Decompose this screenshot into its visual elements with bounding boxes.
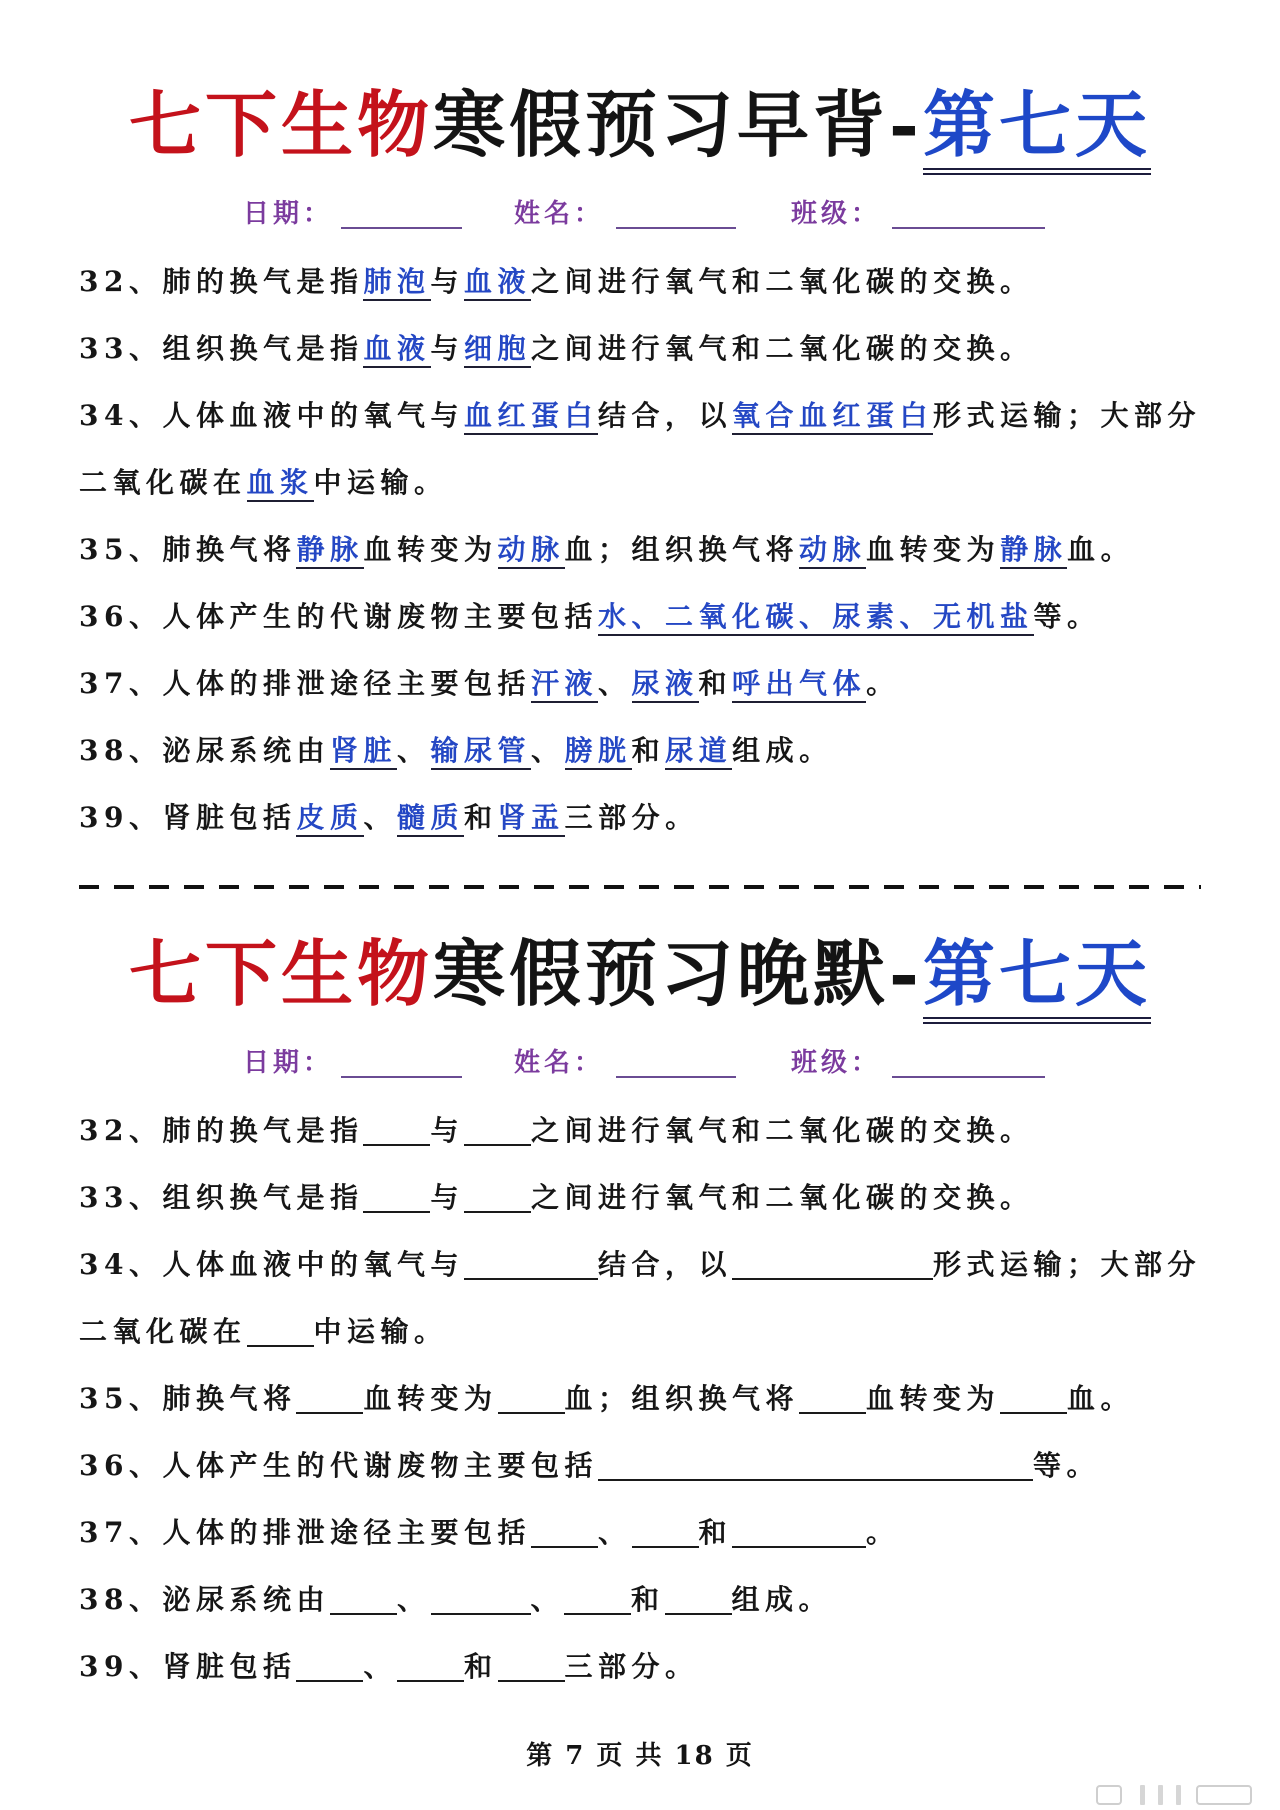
evening-question-list (79, 1097, 1219, 1700)
question-text: 与 (430, 265, 465, 298)
answer-text: 水、二氧化碳、尿素、无机盐 (598, 600, 1034, 636)
answer-text: 髓质 (397, 801, 464, 837)
answer-text: 动脉 (799, 533, 866, 569)
question-number: 33、 (79, 332, 163, 365)
answer-blank (632, 1546, 699, 1548)
title-subject: 七下生物 (129, 931, 434, 1016)
question-text: 等。 (1033, 600, 1101, 633)
watermark-icon-part (1096, 1785, 1122, 1805)
question-text: 、 (597, 1516, 632, 1549)
answer-blank (464, 1211, 531, 1213)
question-number: 37、 (79, 1516, 163, 1549)
morning-question-34 (79, 382, 1219, 449)
question-text: 与 (430, 1181, 464, 1214)
question-number: 32、 (79, 1114, 163, 1147)
answer-text: 静脉 (296, 533, 363, 569)
date-label: 日期： (243, 199, 334, 229)
answer-blank (330, 1613, 397, 1615)
question-text: 肺换气将 (162, 1382, 297, 1415)
watermark-icon (1096, 1785, 1252, 1805)
question-text: 、 (531, 734, 565, 767)
answer-blank (296, 1680, 363, 1682)
question-text: 、 (363, 1650, 397, 1683)
date-label: 日期： (243, 1048, 334, 1078)
question-number: 33、 (79, 1181, 163, 1214)
question-text: 肺的换气是指 (162, 265, 364, 298)
answer-text: 尿道 (665, 734, 732, 770)
question-text: 肺的换气是指 (162, 1114, 364, 1147)
question-text: 与 (430, 1114, 464, 1147)
question-text: 和 (464, 801, 498, 834)
question-text: 、 (396, 1583, 431, 1616)
question-text: 和 (631, 734, 666, 767)
question-text: 组成。 (731, 1583, 833, 1616)
question-number: 36、 (79, 1449, 163, 1482)
answer-blank (296, 1412, 363, 1414)
evening-question-35 (79, 1365, 1219, 1432)
class-label: 班级： (791, 1048, 882, 1078)
watermark-icon-part (1158, 1785, 1163, 1805)
answer-blank (564, 1613, 631, 1615)
question-number: 35、 (79, 533, 163, 566)
question-number: 38、 (79, 734, 163, 767)
answer-text: 血液 (363, 332, 430, 368)
question-text: 之间进行氧气和二氧化碳的交换。 (531, 265, 1034, 298)
morning-question-36 (79, 583, 1219, 650)
question-text: 和 (464, 1650, 498, 1683)
question-text: 血。 (1067, 1382, 1135, 1415)
question-number: 32、 (79, 265, 163, 298)
evening-info-row (0, 1043, 1280, 1083)
date-fill-line (341, 227, 462, 229)
answer-text: 输尿管 (431, 734, 532, 770)
answer-text: 肺泡 (363, 265, 430, 301)
question-text: 。 (866, 1516, 900, 1549)
evening-question-38 (79, 1566, 1219, 1633)
question-text: 三部分。 (564, 1650, 699, 1683)
question-text: 人体的排泄途径主要包括 (162, 1516, 531, 1549)
question-text: 人体血液中的氧气与 (162, 399, 464, 432)
morning-question-37 (79, 650, 1219, 717)
answer-blank (665, 1613, 732, 1615)
question-text: 之间进行氧气和二氧化碳的交换。 (531, 1114, 1034, 1147)
title-day: 第七天 (923, 931, 1151, 1024)
question-text: 中运输。 (313, 1315, 448, 1348)
question-text: 泌尿系统由 (162, 734, 330, 767)
question-text: 组织换气是指 (162, 1181, 364, 1214)
question-text: 之间进行氧气和二氧化碳的交换。 (531, 332, 1034, 365)
question-text: 人体产生的代谢废物主要包括 (162, 600, 598, 633)
answer-text: 动脉 (498, 533, 565, 569)
name-fill-line (616, 227, 736, 229)
answer-text: 细胞 (464, 332, 531, 368)
evening-question-37 (79, 1499, 1219, 1566)
answer-text: 氧合血红蛋白 (732, 399, 933, 435)
question-text: 肾脏包括 (162, 1650, 297, 1683)
question-text: 泌尿系统由 (162, 1583, 330, 1616)
answer-blank (247, 1345, 314, 1347)
evening-question-36 (79, 1432, 1219, 1499)
question-number: 39、 (79, 801, 163, 834)
morning-question-33 (79, 315, 1219, 382)
question-text: 形式运输；大部分 (933, 1248, 1202, 1281)
page-number: 第 7 页 共 18 页 (526, 1741, 754, 1771)
question-text: 等。 (1032, 1449, 1100, 1482)
question-text: 。 (866, 667, 900, 700)
question-text: 和 (698, 667, 733, 700)
question-number: 39、 (79, 1650, 163, 1683)
class-fill-line (892, 1076, 1045, 1078)
question-text: 、 (397, 734, 431, 767)
answer-blank (1000, 1412, 1067, 1414)
answer-blank (431, 1613, 531, 1615)
question-text: 二氧化碳在 (79, 466, 247, 499)
evening-title (0, 931, 1280, 1016)
morning-question-38 (79, 717, 1219, 784)
question-text: 血；组织换气将 (564, 1382, 800, 1415)
answer-blank (363, 1211, 430, 1213)
title-day: 第七天 (923, 82, 1151, 175)
morning-info-row (0, 194, 1280, 234)
name-label: 姓名： (514, 199, 605, 229)
dashed-divider (79, 885, 1201, 889)
question-text: 组成。 (732, 734, 833, 767)
question-text: 血转变为 (866, 533, 1001, 566)
question-number: 38、 (79, 1583, 163, 1616)
question-text: 组织换气是指 (162, 332, 364, 365)
question-text: 人体产生的代谢废物主要包括 (162, 1449, 598, 1482)
question-text: 结合，以 (598, 399, 733, 432)
morning-title (0, 82, 1280, 167)
question-text: 和 (631, 1583, 665, 1616)
class-fill-line (892, 227, 1045, 229)
name-label: 姓名： (514, 1048, 605, 1078)
morning-question-32 (79, 248, 1219, 315)
answer-text: 血浆 (247, 466, 314, 502)
answer-text: 肾脏 (330, 734, 397, 770)
answer-text: 膀胱 (565, 734, 632, 770)
answer-blank (498, 1680, 565, 1682)
question-number: 37、 (79, 667, 163, 700)
evening-question-39 (79, 1633, 1219, 1700)
question-text: 、 (530, 1583, 565, 1616)
evening-question-32 (79, 1097, 1219, 1164)
answer-text: 静脉 (1000, 533, 1067, 569)
answer-text: 皮质 (296, 801, 363, 837)
question-number: 36、 (79, 600, 163, 633)
answer-text: 尿液 (632, 667, 699, 703)
watermark-icon-part (1176, 1785, 1181, 1805)
question-number: 34、 (79, 399, 163, 432)
watermark-icon-part (1140, 1785, 1145, 1805)
question-text: 血转变为 (866, 1382, 1001, 1415)
question-text: 中运输。 (313, 466, 448, 499)
question-text: 、 (363, 801, 398, 834)
answer-blank (498, 1412, 565, 1414)
answer-blank (799, 1412, 866, 1414)
question-text: 肺换气将 (162, 533, 297, 566)
question-number: 35、 (79, 1382, 163, 1415)
morning-question-35 (79, 516, 1219, 583)
answer-blank (732, 1546, 866, 1548)
question-text: 、 (598, 667, 632, 700)
answer-blank (732, 1278, 933, 1280)
question-text: 二氧化碳在 (79, 1315, 247, 1348)
name-fill-line (616, 1076, 736, 1078)
answer-blank (363, 1144, 430, 1146)
question-text: 人体的排泄途径主要包括 (162, 667, 531, 700)
answer-text: 血红蛋白 (464, 399, 598, 435)
answer-blank (464, 1144, 531, 1146)
answer-text: 呼出气体 (732, 667, 866, 703)
evening-question-34-continued (79, 1298, 1219, 1365)
morning-question-34-continued (79, 449, 1219, 516)
question-number: 34、 (79, 1248, 163, 1281)
title-activity: 寒假预习早背- (433, 82, 923, 167)
answer-text: 血液 (464, 265, 531, 301)
morning-question-39 (79, 784, 1219, 851)
question-text: 形式运输；大部分 (933, 399, 1202, 432)
question-text: 血转变为 (363, 533, 498, 566)
question-text: 血转变为 (363, 1382, 498, 1415)
question-text: 血；组织换气将 (564, 533, 800, 566)
question-text: 人体血液中的氧气与 (162, 1248, 464, 1281)
question-text: 三部分。 (564, 801, 699, 834)
question-text: 结合，以 (597, 1248, 732, 1281)
answer-text: 肾盂 (498, 801, 565, 837)
class-label: 班级： (791, 199, 882, 229)
question-text: 之间进行氧气和二氧化碳的交换。 (531, 1181, 1034, 1214)
question-text: 肾脏包括 (162, 801, 297, 834)
question-text: 血。 (1067, 533, 1135, 566)
question-text: 和 (698, 1516, 733, 1549)
question-text: 与 (430, 332, 465, 365)
answer-blank (598, 1479, 1033, 1481)
title-activity: 寒假预习晚默- (433, 931, 923, 1016)
answer-blank (464, 1278, 598, 1280)
evening-question-34 (79, 1231, 1219, 1298)
morning-question-list (79, 248, 1219, 851)
answer-blank (397, 1680, 464, 1682)
answer-text: 汗液 (531, 667, 598, 703)
watermark-icon-part (1196, 1785, 1252, 1805)
evening-question-33 (79, 1164, 1219, 1231)
date-fill-line (341, 1076, 462, 1078)
answer-blank (531, 1546, 598, 1548)
title-subject: 七下生物 (129, 82, 434, 167)
